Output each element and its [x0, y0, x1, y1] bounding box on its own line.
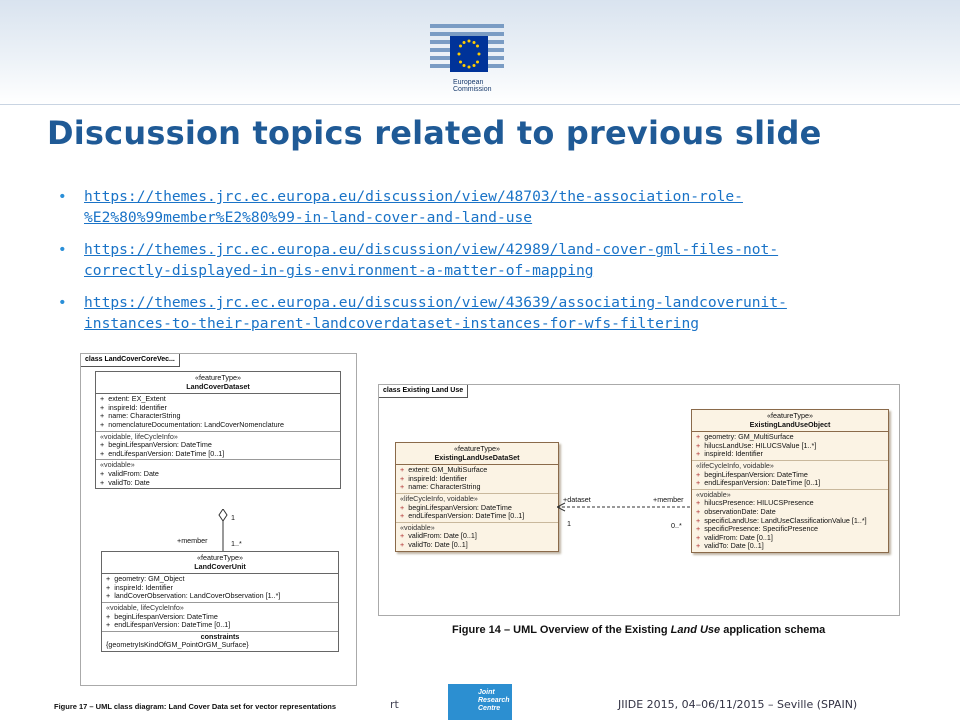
page-title: Discussion topics related to previous slide — [47, 114, 822, 152]
lifecycle-attributes: «lifeCycleInfo, voidable» + beginLifespanVersion: DateTime + endLifespanVersion: DateTime [0..1] — [396, 494, 558, 523]
footer-event-info: JIIDE 2015, 04–06/11/2015 – Seville (SPAIN) — [618, 698, 858, 711]
role-dataset: +dataset — [563, 495, 591, 504]
voidable-attributes: «voidable» + validFrom: Date [0..1] + validTo: Date [0..1] — [400, 522, 477, 549]
class-name: LandCoverUnit — [194, 561, 246, 571]
logo-caption — [453, 79, 492, 93]
stereotype: «featureType» — [454, 444, 500, 453]
voidable-attributes: «voidable» + hilucsPresence: HILUCSPresence + observationDate: Date + specificLandUse: LandUseClassificationValue [1..*] + specificPresence: SpecificPresence + validFrom: Date [0..1] + validTo: Date [0..1] — [696, 489, 867, 551]
attribute: + beginLifespanVersion: DateTime — [106, 611, 218, 621]
attribute: + nomenclatureDocumentation: LandCoverNomenclature — [100, 419, 284, 429]
multiplicity-top: 1 — [231, 513, 235, 522]
attribute: + extent: EX_Extent — [100, 394, 166, 404]
list-item — [58, 239, 918, 281]
discussion-link-42989[interactable] — [84, 241, 778, 279]
attributes: + geometry: GM_MultiSurface + hilucsLandUse: HILUCSValue [1..*] + inspireId: Identifier — [692, 432, 888, 461]
diagram-tab: class Existing Land Use — [379, 385, 468, 398]
link-line-2: instances-to-their-parent-landcoverdataset-instances-for-wfs-filtering — [84, 315, 700, 332]
land-cover-dataset-class — [95, 371, 341, 489]
class-header — [96, 372, 340, 394]
existing-land-use-dataset-class — [395, 442, 559, 552]
link-line-2: correctly-displayed-in-gis-environment-a-matter-of-mapping — [84, 262, 594, 279]
existing-land-use-object-class — [691, 409, 889, 553]
role-member: +member — [653, 495, 684, 504]
stereotype: «featureType» — [767, 411, 813, 420]
attribute: + name: CharacterString — [100, 411, 181, 421]
class-name: LandCoverDataset — [186, 381, 250, 391]
constraints: constraints {geometryIsKindOfGM_PointOrGM_Surface} — [106, 631, 249, 650]
attributes — [102, 574, 338, 603]
land-cover-unit-class — [101, 551, 339, 652]
lifecycle-attributes: «voidable, lifeCycleInfo» + beginLifespanVersion: DateTime + endLifespanVersion: DateTime [0..1] — [102, 603, 338, 632]
stereotype: «featureType» — [197, 553, 243, 562]
land-cover-uml-diagram — [80, 353, 357, 686]
attribute: + landCoverObservation: LandCoverObservation [1..*] — [106, 591, 281, 601]
link-line-1: https://themes.jrc.ec.europa.eu/discussion/view/43639/associating-landcoverunit- — [84, 294, 787, 311]
attributes: + extent: GM_MultiSurface + inspireId: Identifier + name: CharacterString — [396, 465, 558, 494]
bullet: • — [58, 241, 67, 258]
discussion-link-43639[interactable] — [84, 294, 787, 332]
lifecycle-attributes: «voidable, lifeCycleInfo» + beginLifespanVersion: DateTime + endLifespanVersion: DateTime [0..1] — [96, 432, 340, 461]
bullet: • — [58, 188, 67, 205]
attribute: + beginLifespanVersion: DateTime — [100, 440, 212, 450]
voidable-attributes: «voidable» + validFrom: Date + validTo: Date — [96, 460, 340, 488]
link-line-1: https://themes.jrc.ec.europa.eu/discussion/view/42989/land-cover-gml-files-not- — [84, 241, 779, 258]
class-header — [692, 410, 888, 432]
figure-14-caption: Figure 14 – UML Overview of the Existing Land Use application schema — [452, 624, 826, 636]
existing-land-use-uml-diagram — [378, 384, 900, 616]
attribute: + endLifespanVersion: DateTime [0..1] — [100, 448, 225, 458]
multiplicity-bottom: 1..* — [231, 539, 242, 548]
attribute: + inspireId: Identifier — [100, 402, 167, 412]
figure-17-caption: Figure 17 – UML class diagram: Land Cover Data set for vector representations — [54, 702, 337, 711]
attribute: + inspireId: Identifier — [106, 582, 173, 592]
list-item — [58, 292, 918, 334]
role-member: +member — [177, 536, 208, 545]
footer-left-text: rt — [390, 698, 399, 711]
discussion-link-48703[interactable] — [84, 188, 743, 226]
list-item — [58, 186, 918, 228]
jrc-logo: Joint Research Centre — [448, 684, 512, 720]
bullet: • — [58, 294, 67, 311]
link-list — [58, 186, 918, 345]
attribute: + geometry: GM_Object — [106, 574, 185, 584]
logo-line-2: Commission — [453, 86, 492, 93]
class-header — [396, 443, 558, 465]
header-divider — [0, 104, 960, 105]
attribute: + validFrom: Date — [100, 468, 159, 478]
attribute: + endLifespanVersion: DateTime [0..1] — [106, 620, 231, 630]
diagram-tab: class LandCoverCoreVec... — [81, 354, 180, 367]
attributes — [96, 394, 340, 431]
link-line-1: https://themes.jrc.ec.europa.eu/discussion/view/48703/the-association-role- — [84, 188, 743, 205]
link-line-2: %E2%80%99member%E2%80%99-in-land-cover-and-land-use — [84, 209, 533, 226]
multiplicity-right: 0..* — [671, 521, 682, 530]
logo-line-1: European — [453, 79, 484, 86]
lifecycle-attributes: «lifeCycleInfo, voidable» + beginLifespanVersion: DateTime + endLifespanVersion: DateTime [0..1] — [692, 461, 888, 490]
attribute: + validTo: Date — [100, 477, 150, 487]
class-name: ExistingLandUseDataSet — [434, 452, 520, 462]
class-name: ExistingLandUseObject — [749, 419, 831, 429]
class-header — [102, 552, 338, 574]
stereotype: «featureType» — [195, 373, 241, 382]
multiplicity-left: 1 — [567, 519, 571, 528]
